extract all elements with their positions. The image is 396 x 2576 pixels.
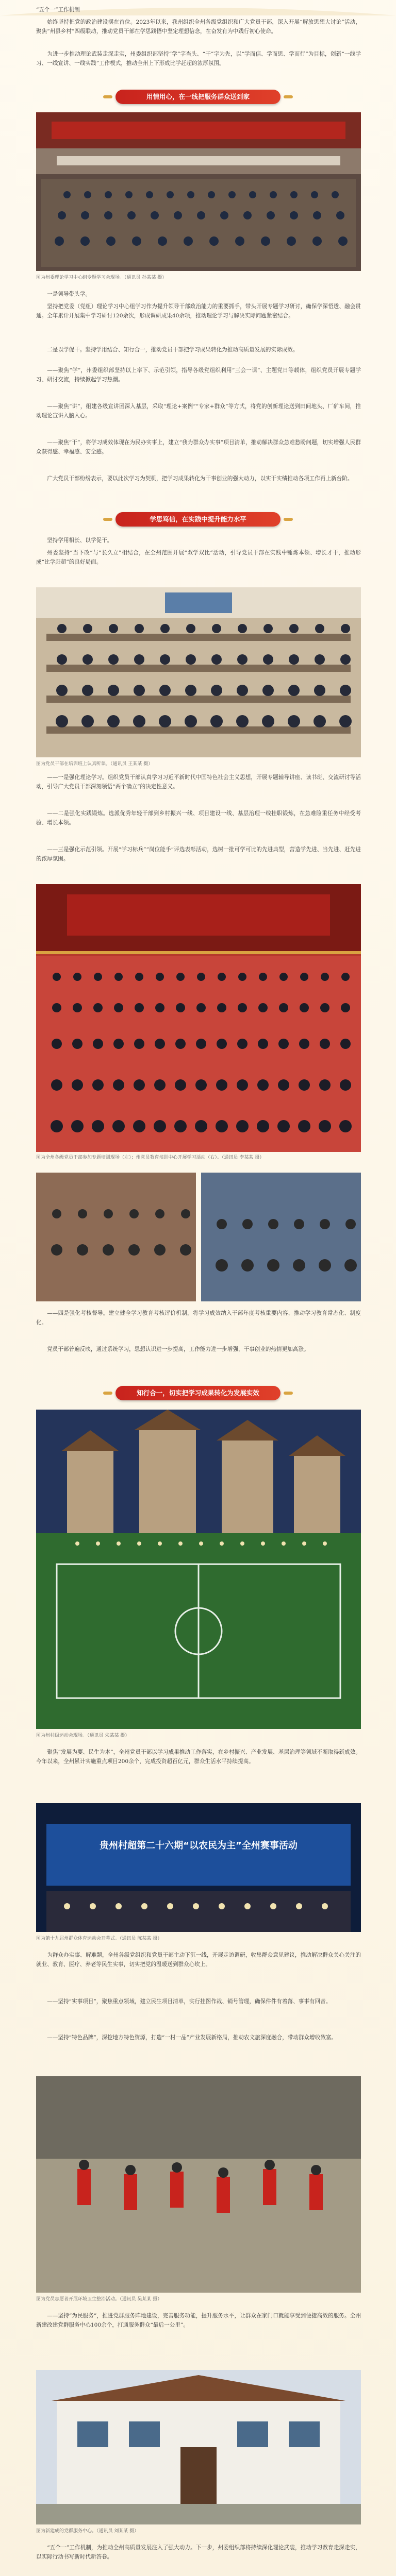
intro-paragraph-1: 始终坚持把党的政治建设摆在首位。2023年以来，我州组织全州各级党组织和广大党员干部，深入开展“解放思想大讨论”活动，聚焦“州县乡村”四级联动，推动党员干部在学思践悟中坚定理想信念，在奋发有为中践行初心使命。: [36, 19, 361, 35]
section3-photo2-caption: 图为第十九届州群众体育运动会开幕式。（通讯员 陈某某 摄）: [36, 1936, 162, 1941]
training-center-photos: [36, 1173, 361, 1301]
section3-photo3-caption: 图为党员志愿者开展环境卫生整治活动。（通讯员 吴某某 摄）: [36, 2297, 162, 2302]
section2-banner: 学思笃信，在实践中提升能力水平: [116, 512, 280, 527]
section2-paragraph-7: 党员干部普遍反映，通过系统学习，思想认识进一步提高，工作能力进一步增强，干事创业的热情更加高涨。: [47, 1346, 309, 1352]
section2-paragraph-6: ——四是强化考核督导。建立健全学习教育考核评价机制，将学习成效纳入干部年度考核重要内容，推动学习教育常态化、制度化。: [36, 1310, 361, 1326]
section3-paragraph-6: “五个一”工作机制，为推动全州高质量发展注入了强大动力。下一步，州委组织部将持续深化理论武装，推动学习教育走深走实，以实际行动书写新时代新答卷。: [36, 2545, 361, 2560]
section2-photo2-caption: 图为全州各级党员干部参加专题培训现场（左）；州党员教育培训中心开展学习活动（右）。（通讯员 李某某 摄）: [36, 1155, 265, 1160]
section1-paragraph-2: 坚持把党委（党组）理论学习中心组学习作为提升领导干部政治能力的重要抓手，带头开展专题学习研讨，确保学深悟透、融会贯通。全年累计开展集中学习研讨120余次，形成调研成果40余项，推动理论学习与解决实际问题紧密结合。: [36, 303, 361, 319]
section2-photo1-caption: 图为党员干部在培训班上认真听课。（通讯员 王某某 摄）: [36, 761, 153, 767]
section3-paragraph-2: 为群众办实事、解难题，全州各级党组织和党员干部主动下沉一线，开展走访调研，收集群众意见建议，推动解决群众关心关注的就业、教育、医疗、养老等民生实事，切实把党的温暖送到群众心坎上。: [36, 1952, 361, 1968]
section3-paragraph-3: ——坚持“实事项目”，聚焦重点领域，建立民生项目清单，实行挂图作战、销号管理，确保件件有着落、事事有回音。: [47, 1998, 332, 2005]
village-stadium-photo: [36, 1410, 361, 1729]
meeting-hall-photo: [36, 112, 361, 271]
section3-photo4-caption: 图为新建成的党群服务中心。（通讯员 刘某某 摄）: [36, 2529, 139, 2534]
section1-paragraph-1: 一是领导带头学。: [47, 291, 91, 297]
opening-ceremony-photo: [36, 1803, 361, 1932]
section2-paragraph-2: 州委坚持“当下改”与“长久立”相结合，在全州范围开展“双学双比”活动，引导党员干部在实践中锤炼本领、增长才干，推动形成“比学赶超”的良好局面。: [36, 550, 361, 565]
section1-paragraph-5: ——聚焦“讲”，组建各级宣讲团深入基层，采取“理论+案例”“专家+群众”等方式，将党的创新理论送到田间地头、厂矿车间，推动理论宣讲入脑入心。: [36, 403, 361, 419]
section1-photo-caption: 图为州委理论学习中心组专题学习会现场。（通讯员 孙某某 摄）: [36, 275, 167, 280]
section2-paragraph-5: ——三是强化示范引领。开展“学习标兵”“岗位能手”评选表彰活动，选树一批可学可比的先进典型，营造学先进、当先进、赶先进的浓厚氛围。: [36, 846, 361, 862]
section1-paragraph-6: ——聚焦“干”，将学习成效体现在为民办实事上，建立“我为群众办实事”项目清单，推动解决群众急难愁盼问题，切实增强人民群众获得感、幸福感、安全感。: [36, 439, 361, 455]
section3-photo1-caption: 图为州村级运动会现场。（通讯员 朱某某 摄）: [36, 1733, 130, 1738]
section1-banner: 用情用心，在一线把服务群众送到家: [116, 90, 280, 104]
auditorium-photo: [36, 884, 361, 1152]
service-center-photo: [36, 2370, 361, 2524]
intro-lead: “五个一”工作机制: [36, 7, 80, 13]
section2-paragraph-4: ——二是强化实践锻炼。选派优秀年轻干部到乡村振兴一线、项目建设一线、基层治理一线挂职锻炼，在急难险重任务中经受考验、增长本领。: [36, 810, 361, 826]
intro-paragraph-2: 为进一步推动理论武装走深走实，州委组织部坚持“学”字当头、“干”字为先，以“学而信、学而思、学而行”为目标，创新“一线学习、一线宣讲、一线实践”工作模式，推动全州上下形成比学赶超的浓厚氛围。: [36, 51, 361, 66]
section3-banner: 知行合一，切实把学习成果转化为发展实效: [116, 1386, 280, 1400]
section1-paragraph-7: 广大党员干部纷纷表示，要以此次学习为契机，把学习成果转化为干事创业的强大动力，以实干实绩推动各项工作再上新台阶。: [47, 476, 353, 482]
volunteer-cleanup-photo: [36, 2076, 361, 2293]
section1-paragraph-3: 二是以学促干。坚持学用结合、知行合一，推动党员干部把学习成果转化为推动高质量发展的实际成效。: [47, 347, 299, 353]
training-class-photo: [36, 587, 361, 757]
event-banner-text: 贵州村超第二十六期“以农民为主”全州赛事活动: [100, 1840, 298, 1851]
section3-paragraph-4: ——坚持“特色品牌”，深挖地方特色资源，打造“一村一品”产业发展新格局，推动农文旅深度融合，带动群众增收致富。: [47, 2035, 337, 2041]
section3-paragraph-1: 聚焦“发展为要、民生为本”，全州党员干部以学习成果推动工作落实，在乡村振兴、产业发展、基层治理等领域不断取得新成效。今年以来，全州累计实施重点项目200余个，完成投资超百亿元，群众生活水平持续提高。: [36, 1749, 361, 1765]
section2-paragraph-1: 坚持学用相长、以学促干。: [47, 537, 113, 544]
section2-paragraph-3: ——一是强化理论学习。组织党员干部认真学习习近平新时代中国特色社会主义思想，开展专题辅导讲座、读书班、交流研讨等活动，引导广大党员干部深刻领悟“两个确立”的决定性意义。: [36, 774, 361, 790]
section3-paragraph-5: ——坚持“为民服务”，推进党群服务阵地建设，完善服务功能，提升服务水平，让群众在家门口就能享受到便捷高效的服务。全州新建改建党群服务中心100余个，打通服务群众“最后一公里”。: [36, 2313, 361, 2328]
section1-paragraph-4: ——聚焦“学”，州委组织部坚持以上率下、示范引领，指导各级党组织利用“三会一课”、主题党日等载体，组织党员开展专题学习、研讨交流，持续掀起学习热潮。: [36, 367, 361, 383]
